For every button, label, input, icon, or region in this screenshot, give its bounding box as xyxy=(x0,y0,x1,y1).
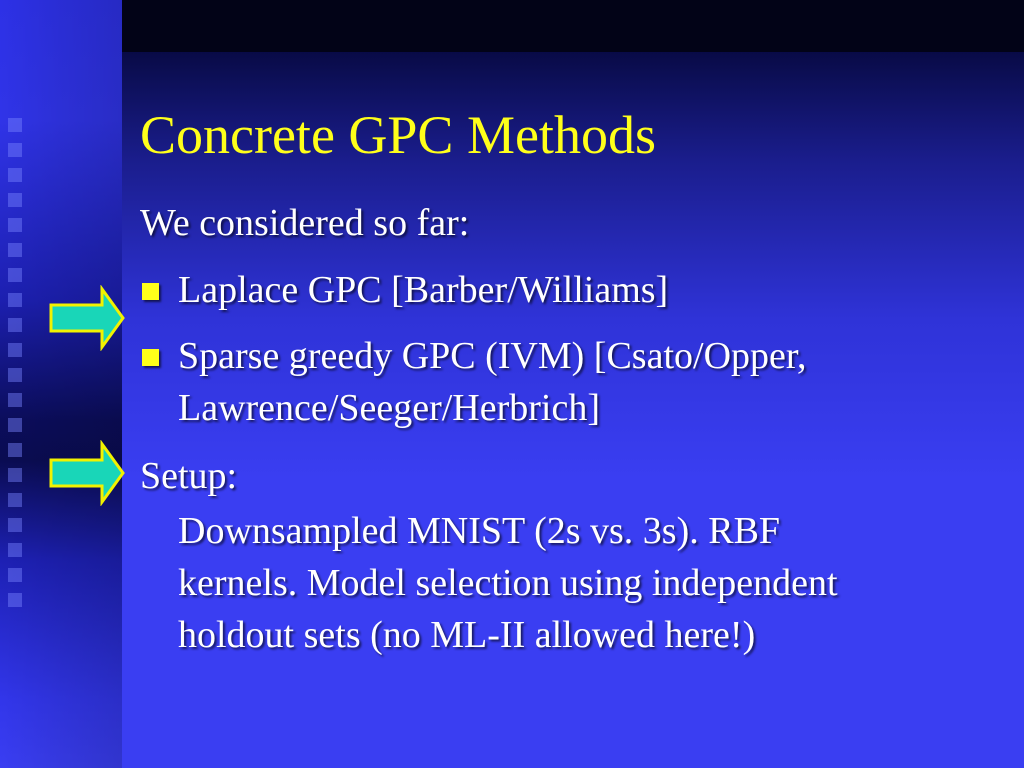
right-arrow-icon xyxy=(48,285,126,351)
intro-text: We considered so far: xyxy=(140,202,470,244)
decor-square xyxy=(8,143,22,157)
decor-square-column xyxy=(8,118,28,618)
setup-line: kernels. Model selection using independent xyxy=(178,562,838,604)
decor-square xyxy=(8,518,22,532)
top-band xyxy=(122,0,1024,52)
left-decor-strip xyxy=(0,0,122,768)
setup-heading: Setup: xyxy=(140,455,238,497)
bullet-text-line: Lawrence/Seeger/Herbrich] xyxy=(178,387,600,429)
decor-square xyxy=(8,268,22,282)
decor-square xyxy=(8,368,22,382)
decor-square xyxy=(8,468,22,482)
decor-square xyxy=(8,293,22,307)
right-arrow-icon xyxy=(48,440,126,506)
bullet-text: Laplace GPC [Barber/Williams] xyxy=(178,269,669,311)
square-bullet-icon xyxy=(142,283,159,300)
decor-square xyxy=(8,168,22,182)
square-bullet-icon xyxy=(142,349,159,366)
setup-description xyxy=(178,505,838,661)
decor-square xyxy=(8,593,22,607)
decor-square xyxy=(8,418,22,432)
decor-square xyxy=(8,543,22,557)
decor-square xyxy=(8,243,22,257)
setup-line: holdout sets (no ML-II allowed here!) xyxy=(178,614,756,656)
decor-square xyxy=(8,218,22,232)
setup-line: Downsampled MNIST (2s vs. 3s). RBF xyxy=(178,510,781,552)
decor-square xyxy=(8,318,22,332)
decor-square xyxy=(8,568,22,582)
decor-square xyxy=(8,193,22,207)
decor-square xyxy=(8,343,22,357)
bullet-text xyxy=(178,330,807,434)
slide-title: Concrete GPC Methods xyxy=(140,105,656,165)
decor-square xyxy=(8,118,22,132)
bullet-text-line: Sparse greedy GPC (IVM) [Csato/Opper, xyxy=(178,335,807,377)
decor-square xyxy=(8,393,22,407)
decor-square xyxy=(8,493,22,507)
decor-square xyxy=(8,443,22,457)
